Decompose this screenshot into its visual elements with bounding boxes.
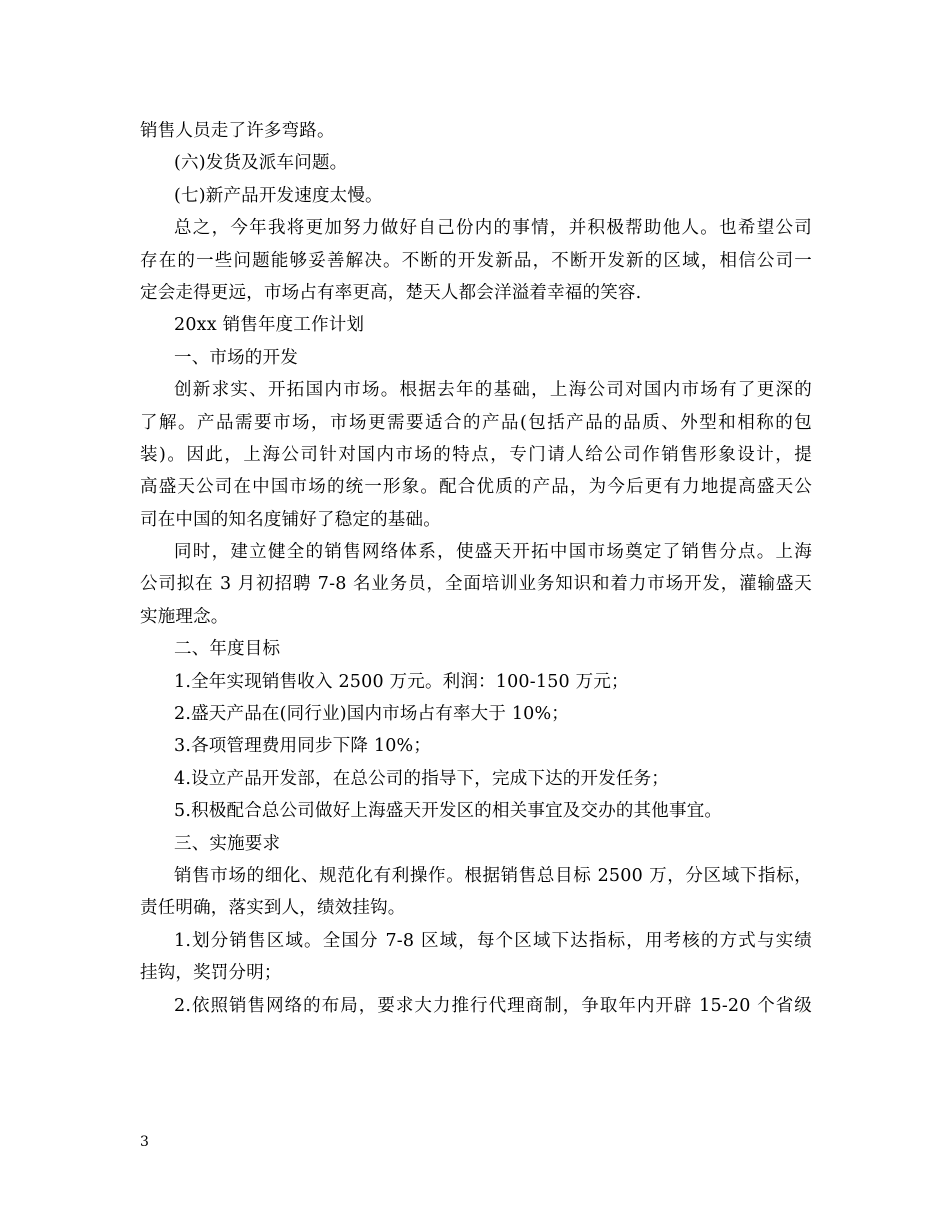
text-line: (六)发货及派车问题。 — [174, 153, 348, 174]
text-line: 装)。因此，上海公司针对国内市场的特点，专门请人给公司作销售形象设计，提 — [140, 444, 812, 465]
list-item: 4.设立产品开发部，在总公司的指导下，完成下达的开发任务； — [174, 768, 669, 789]
text-line: 总之，今年我将更加努力做好自己份内的事情，并积极帮助他人。也希望公司 — [174, 218, 812, 239]
text-line: 创新求实、开拓国内市场。根据去年的基础，上海公司对国内市场有了更深的 — [174, 380, 812, 401]
text-line: 挂钩，奖罚分明； — [140, 963, 282, 984]
document-body — [140, 115, 812, 1022]
text-line: 销售人员走了许多弯路。 — [140, 121, 335, 141]
text-line: 高盛天公司在中国市场的统一形象。配合优质的产品，为今后更有力地提高盛天公 — [140, 477, 812, 498]
text-line: (七)新产品开发速度太慢。 — [174, 185, 383, 206]
text-line: 定会走得更远，市场占有率更高，楚天人都会洋溢着幸福的笑容. — [140, 282, 642, 303]
list-item: 3.各项管理费用同步下降 10%； — [174, 736, 432, 757]
text-line: 了解。产品需要市场，市场更需要适合的产品(包括产品的品质、外型和相称的包 — [140, 412, 812, 433]
text-line: 实施理念。 — [140, 606, 229, 627]
list-item: 2.盛天产品在(同行业)国内市场占有率大于 10%； — [174, 704, 570, 725]
list-item: 5.积极配合总公司做好上海盛天开发区的相关事宜及交办的其他事宜。 — [174, 801, 723, 822]
text-line: 同时，建立健全的销售网络体系，使盛天开拓中国市场奠定了销售分点。上海 — [174, 542, 812, 563]
list-item: 2.依照销售网络的布局，要求大力推行代理商制，争取年内开辟 15-20 个省级 — [174, 995, 812, 1016]
section-heading: 二、年度目标 — [174, 639, 281, 660]
text-line: 责任明确，落实到人，绩效挂钩。 — [140, 898, 406, 919]
list-item: 1.全年实现销售收入 2500 万元。利润：100-150 万元； — [174, 671, 629, 692]
text-line: 公司拟在 3 月初招聘 7-8 名业务员，全面培训业务知识和着力市场开发，灌输盛天 — [140, 574, 812, 595]
list-item: 1.划分销售区域。全国分 7-8 区域，每个区域下达指标，用考核的方式与实绩 — [174, 930, 812, 951]
section-title: 20xx 销售年度工作计划 — [174, 315, 365, 336]
text-line: 司在中国的知名度铺好了稳定的基础。 — [140, 509, 441, 530]
text-line: 存在的一些问题能够妥善解决。不断的开发新品，不断开发新的区域，相信公司一 — [140, 250, 812, 271]
section-heading: 一、市场的开发 — [174, 347, 298, 368]
section-heading: 三、实施要求 — [174, 833, 281, 854]
text-line: 销售市场的细化、规范化有利操作。根据销售总目标 2500 万，分区域下指标， — [174, 865, 812, 886]
page-number: 3 — [140, 1134, 149, 1150]
